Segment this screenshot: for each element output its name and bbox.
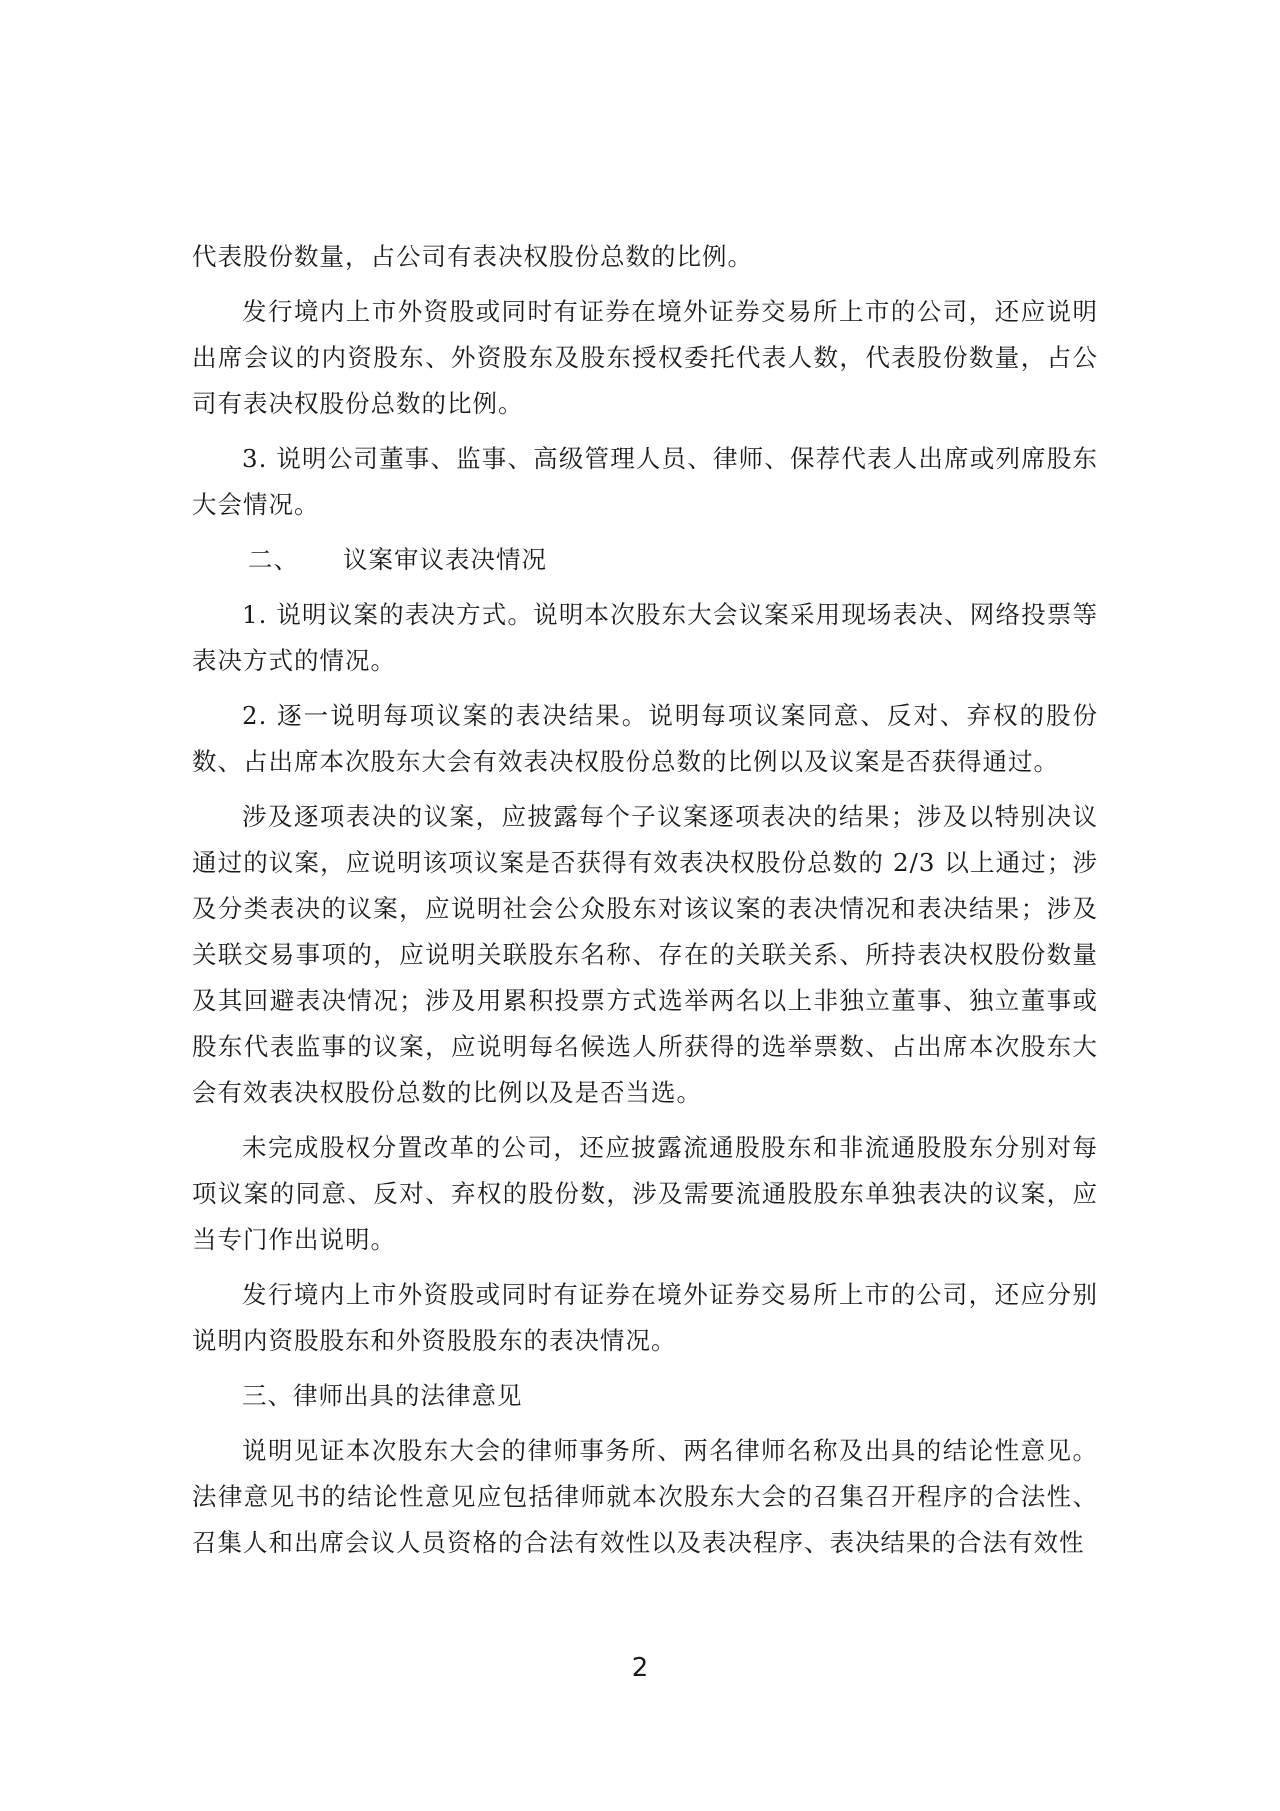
section-heading-2: [192, 537, 1098, 583]
paragraph-item-1: 1. 说明议案的表决方式。说明本次股东大会议案采用现场表决、网络投票等表决方式的情况。: [192, 600, 1098, 675]
paragraph-continuation: 代表股份数量，占公司有表决权股份总数的比例。: [192, 242, 753, 271]
paragraph-legal-opinion: 说明见证本次股东大会的律师事务所、两名律师名称及出具的结论性意见。法律意见书的结论性意见应包括律师就本次股东大会的召集召开程序的合法性、召集人和出席会议人员资格的合法有效性以及表决程序、表决结果的合法有效性: [192, 1436, 1098, 1557]
section-heading-2-title: 议案审议表决情况: [343, 545, 547, 574]
paragraph-foreign-shares-voting: 发行境内上市外资股或同时有证券在境外证券交易所上市的公司，还应分别说明内资股股东和外资股股东的表决情况。: [192, 1280, 1098, 1355]
paragraph-foreign-shares-attendance: 发行境内上市外资股或同时有证券在境外证券交易所上市的公司，还应说明出席会议的内资股东、外资股东及股东授权委托代表人数，代表股份数量，占公司有表决权股份总数的比例。: [192, 297, 1098, 418]
paragraph-item-2: 2. 逐一说明每项议案的表决结果。说明每项议案同意、反对、弃权的股份数、占出席本次股东大会有效表决权股份总数的比例以及议案是否获得通过。: [192, 701, 1098, 776]
body-text: [192, 234, 1098, 1575]
page-number: 2: [631, 1653, 649, 1683]
paragraph-item-3: 3. 说明公司董事、监事、高级管理人员、律师、保荐代表人出席或列席股东大会情况。: [192, 444, 1098, 519]
section-heading-2-number: 二、: [248, 545, 299, 574]
section-heading-3: 三、律师出具的法律意见: [242, 1381, 523, 1410]
paragraph-special-resolutions: 涉及逐项表决的议案，应披露每个子议案逐项表决的结果；涉及以特别决议通过的议案，应说明该项议案是否获得有效表决权股份总数的 2/3 以上通过；涉及分类表决的议案，应说明社会公众股东对该议案的表决情况和表决结果；涉及关联交易事项的，应说明关联股东名称、存在的关联关系、所持表决权股份数量及其回避表决情况；涉及用累积投票方式选举两名以上非独立董事、独立董事或股东代表监事的议案，应说明每名候选人所获得的选举票数、占出席本次股东大会有效表决权股份总数的比例以及是否当选。: [192, 802, 1098, 1107]
paragraph-share-reform: 未完成股权分置改革的公司，还应披露流通股股东和非流通股股东分别对每项议案的同意、反对、弃权的股份数，涉及需要流通股股东单独表决的议案，应当专门作出说明。: [192, 1133, 1098, 1254]
